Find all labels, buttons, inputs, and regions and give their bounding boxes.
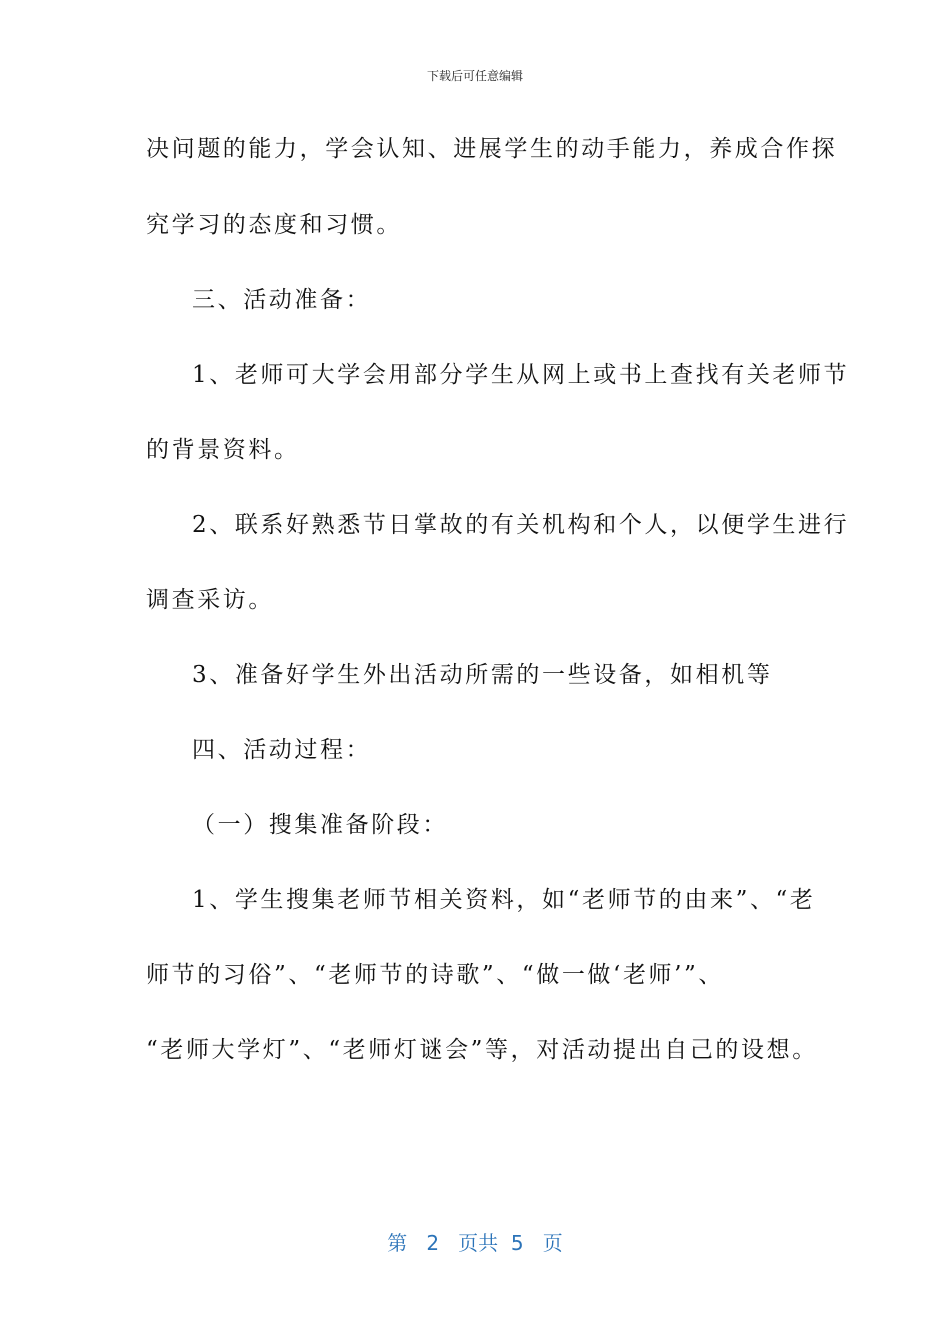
- body-line: 1、学生搜集老师节相关资料，如“老师节的由来”、“老: [192, 887, 816, 913]
- body-line: 1、老师可大学会用部分学生从网上或书上查找有关老师节: [192, 362, 850, 388]
- section-heading: 三、活动准备：: [192, 287, 372, 313]
- subsection-heading: （一）搜集准备阶段：: [192, 812, 448, 838]
- body-line: 的背景资料。: [146, 437, 300, 463]
- page-label-prefix: 第: [387, 1231, 408, 1255]
- total-pages-number: 5: [510, 1231, 524, 1255]
- body-line: “老师大学灯”、“老师灯谜会”等，对活动提出自己的设想。: [146, 1037, 818, 1063]
- page-footer: [0, 1227, 950, 1256]
- body-line: 师节的习俗”、“老师节的诗歌”、“做一做‘老师’”、: [146, 962, 725, 988]
- body-line: 2、联系好熟悉节日掌故的有关机构和个人，以便学生进行: [192, 512, 850, 538]
- body-line: 决问题的能力，学会认知、进展学生的动手能力，养成合作探: [146, 136, 838, 162]
- section-heading: 四、活动过程：: [192, 737, 372, 763]
- body-line: 3、准备好学生外出活动所需的一些设备，如相机等: [192, 662, 773, 688]
- current-page-number: 2: [426, 1231, 440, 1255]
- body-line: 调查采访。: [146, 587, 274, 613]
- page-label-mid: 页共: [458, 1231, 499, 1255]
- body-line: 究学习的态度和习惯。: [146, 212, 402, 238]
- page-label-suffix: 页: [542, 1231, 563, 1255]
- header-note: 下载后可任意编辑: [426, 69, 523, 83]
